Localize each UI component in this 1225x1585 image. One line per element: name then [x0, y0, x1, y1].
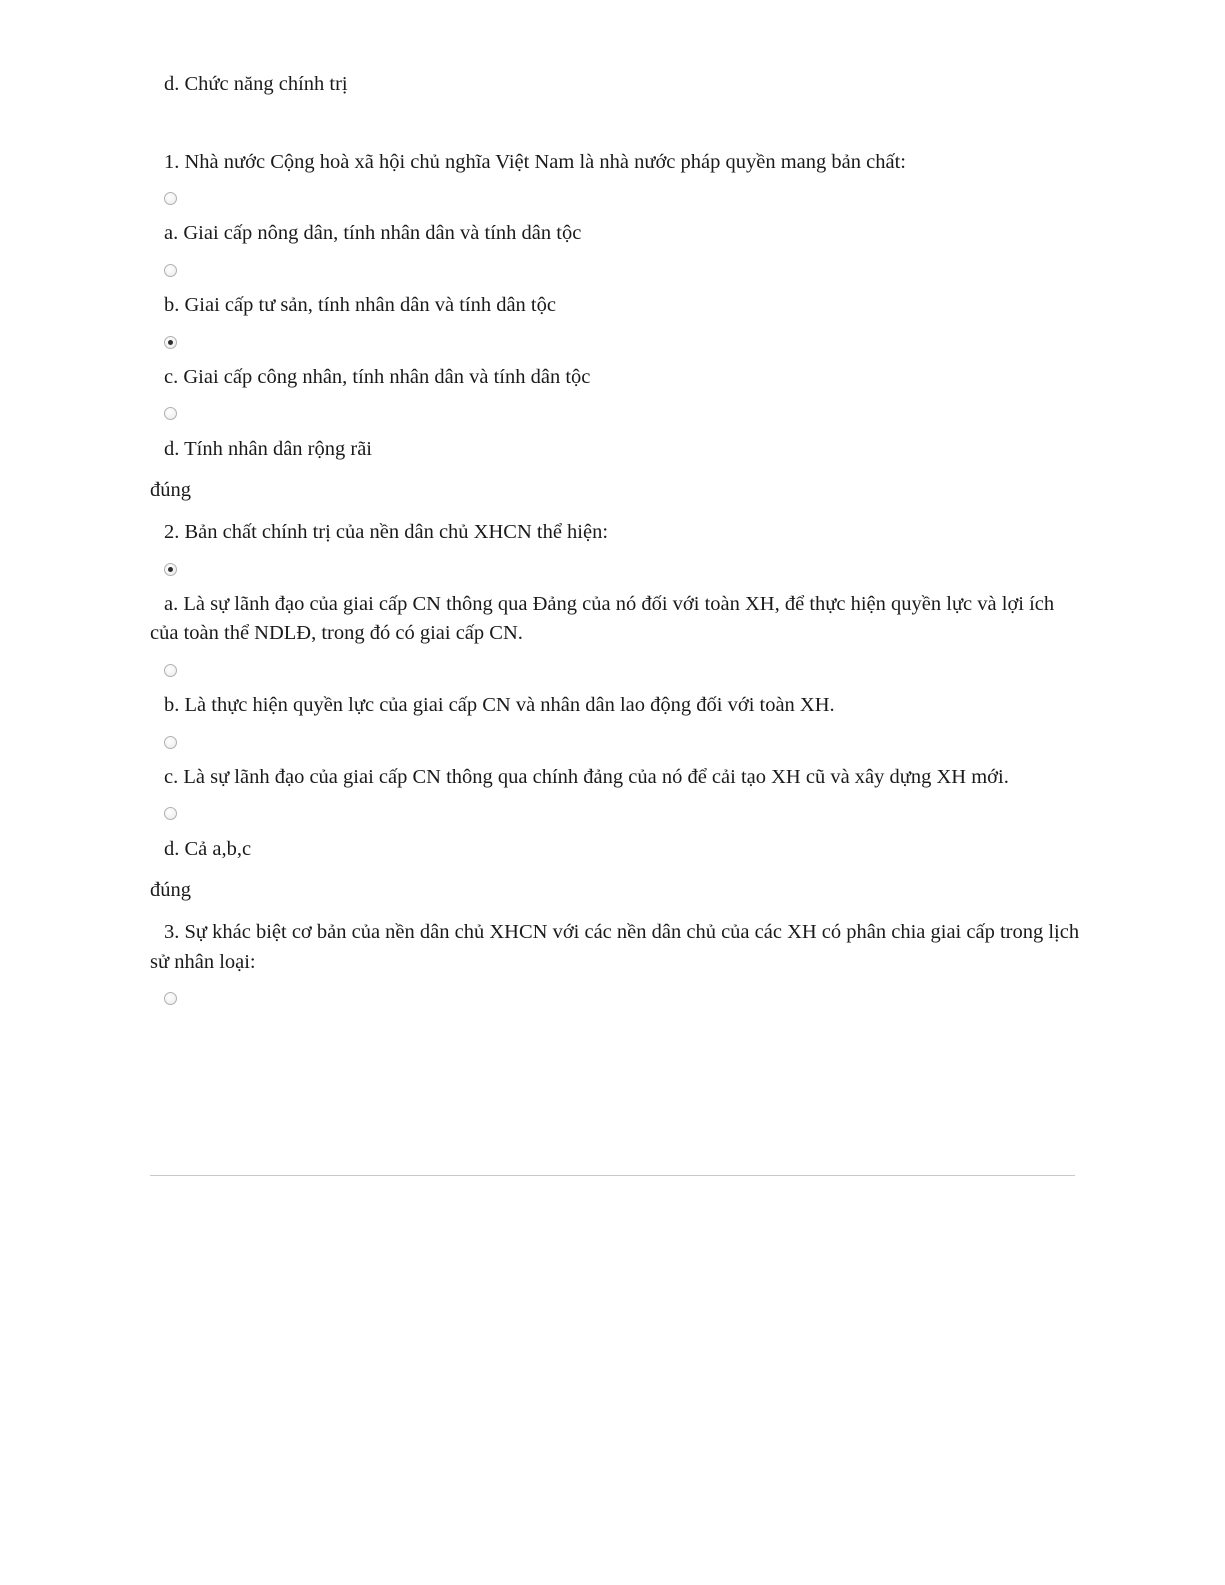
spacer [150, 978, 1080, 990]
question-2-option-b-label: b. Là thực hiện quyền lực của giai cấp CN và nhân dân lao động đối với toàn XH. [164, 694, 835, 717]
spacer [150, 100, 1080, 148]
radio-button-icon[interactable] [164, 264, 177, 277]
spacer [150, 864, 1080, 876]
document-body [150, 70, 1080, 1020]
spacer [150, 321, 1080, 333]
question-3-text: 3. Sự khác biệt cơ bản của nền dân chủ XHCN với các nền dân chủ của các XH có phân chia giai cấp trong lịch sử nhân loại: [150, 921, 1080, 973]
radio-button-icon[interactable] [164, 407, 177, 420]
radio-button-icon[interactable] [164, 807, 177, 820]
question-1-option-b-label: b. Giai cấp tư sản, tính nhân dân và tính dân tộc [164, 294, 556, 317]
spacer [150, 548, 1080, 560]
spacer [150, 906, 1080, 918]
radio-button-icon[interactable] [164, 736, 177, 749]
question-2-option-d-radio-row[interactable] [150, 805, 1080, 835]
radio-button-selected-icon[interactable] [164, 336, 177, 349]
spacer [150, 793, 1080, 805]
question-2-option-c-radio-row[interactable] [150, 733, 1080, 763]
question-1-option-a-label: a. Giai cấp nông dân, tính nhân dân và tính dân tộc [164, 222, 582, 245]
spacer [150, 393, 1080, 405]
spacer [150, 177, 1080, 189]
question-1-option-d-label: d. Tính nhân dân rộng rãi [164, 437, 372, 460]
spacer [150, 721, 1080, 733]
question-2-answer-note: đúng [150, 879, 191, 902]
question-2-option-c-label: c. Là sự lãnh đạo của giai cấp CN thông qua chính đảng của nó để cải tạo XH cũ và xây dựng XH mới. [164, 765, 1009, 788]
footer-divider [150, 1175, 1075, 1176]
radio-button-icon[interactable] [164, 664, 177, 677]
radio-button-icon[interactable] [164, 992, 177, 1005]
question-1-option-c-radio-row[interactable] [150, 333, 1080, 363]
question-2-option-b-radio-row[interactable] [150, 661, 1080, 691]
spacer [150, 649, 1080, 661]
question-2-text: 2. Bản chất chính trị của nền dân chủ XHCN thể hiện: [164, 521, 609, 544]
top-item-text: d. Chức năng chính trị [164, 73, 348, 95]
question-2-option-a-radio-row[interactable] [150, 560, 1080, 590]
radio-button-icon[interactable] [164, 192, 177, 205]
question-1-option-b-radio-row[interactable] [150, 261, 1080, 291]
question-1-option-c-label: c. Giai cấp công nhân, tính nhân dân và tính dân tộc [164, 365, 591, 388]
question-2-option-a-label: a. Là sự lãnh đạo của giai cấp CN thông qua Đảng của nó đối với toàn XH, để thực hiện quyền lực và lợi ích của toàn thể NDLĐ, trong đó có giai cấp CN. [150, 592, 1055, 645]
question-1-text: 1. Nhà nước Cộng hoà xã hội chủ nghĩa Việt Nam là nhà nước pháp quyền mang bản chất: [164, 150, 906, 173]
question-1-option-a-radio-row[interactable] [150, 189, 1080, 219]
question-1-answer-note: đúng [150, 479, 191, 502]
radio-button-selected-icon[interactable] [164, 563, 177, 576]
spacer [150, 249, 1080, 261]
question-2-option-d-label: d. Cả a,b,c [164, 837, 252, 860]
question-3-option-a-radio-row[interactable] [150, 990, 1080, 1020]
spacer [150, 464, 1080, 476]
question-1-option-d-radio-row[interactable] [150, 405, 1080, 435]
spacer [150, 506, 1080, 518]
